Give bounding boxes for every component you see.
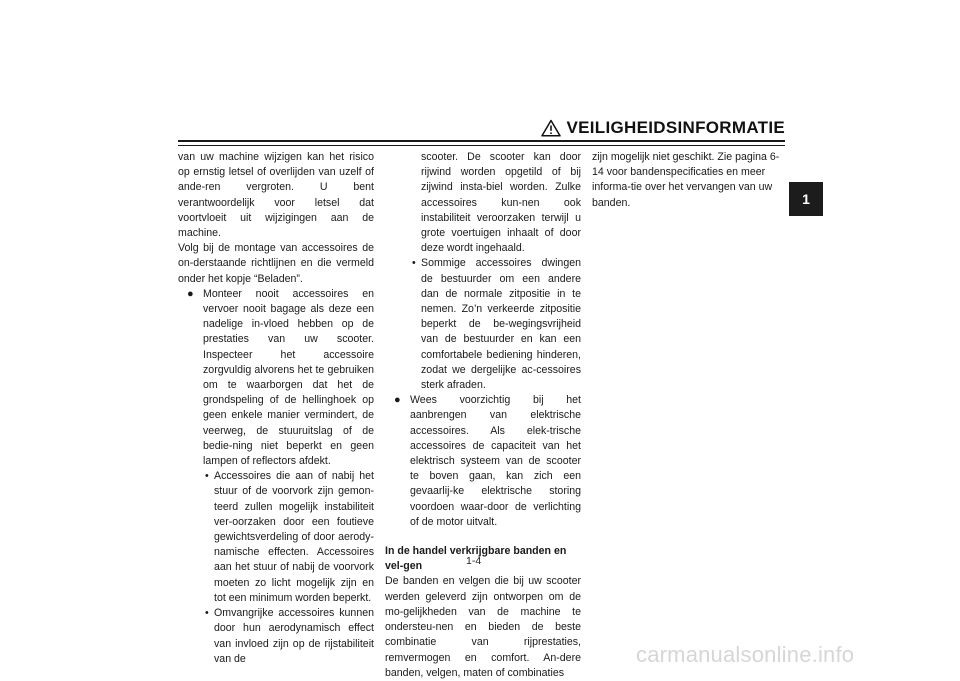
text-column-2 [385,150,581,681]
paragraph: van uw machine wijzigen kan het risico op ernstig letsel of overlijden van uzelf of ande-ren vergroten. U bent verantwoordelijk voor letsel dat voortvloeit uit wijzigingen aan de machine. [178,151,374,240]
header-rule-thin [178,145,785,146]
sub-bullet-item [385,256,581,393]
sub-bullet-text: Omvangrijke accessoires kunnen door hun aerodynamisch effect van invloed zijn op de rijstabiliteit van de [214,607,374,665]
bullet-text: Monteer nooit accessoires en vervoer nooit bagage als deze een nadelige in-vloed hebben op de prestaties van uw scooter. Inspecteer het accessoire zorgvuldig alvorens het te gebruiken om te waarborgen dat het de grondspeling of de hellinghoek op geen enkele manier vermindert, de veerweg, de stuuruitslag of de bedie-ning niet beperkt en geen lampen of reflectors afdekt. [203,287,374,468]
sub-bullet-marker: • [412,257,416,270]
bullet-item [385,393,581,530]
bullet-text: Wees voorzichtig bij het aanbrengen van elektrische accessoires. Als elek-trische accessoires de capaciteit van het elektrisch systeem van de scooter te boven gaan, kan zich een gevaarlij-ke elektrische storing voordoen waar-door de verlichting of de motor uitvalt. [410,394,581,528]
sub-bullet-item [178,606,374,667]
paragraph: Volg bij de montage van accessoires de on-derstaande richtlijnen en die vermeld onder het kopje “Beladen”. [178,242,374,285]
sub-bullet-continuation: scooter. De scooter kan door rijwind worden opgetild of bij zijwind insta-biel worden. Zulke accessoires kun-nen ook instabiliteit veroorzaken terwijl u grote voertuigen inhaalt of door deze wordt ingehaald. [421,151,581,255]
bullet-marker: ● [187,287,194,300]
sub-bullet-text: Accessoires die aan of nabij het stuur of de voorvork zijn gemon-teerd zullen mogelijk instabiliteit ver-oorzaken door een foutieve gewichtsverdeling of door aerody-namische effecten. Accessoires aan het stuur of nabij de voorvork moeten zo licht mogelijk zijn en tot een minimum worden beperkt. [214,470,374,604]
bullet-marker: ● [394,394,401,407]
sub-bullet-marker: • [205,470,209,483]
header-rule-thick [178,140,785,142]
chapter-tab: 1 [789,182,823,216]
subsection-heading: In de handel verkrijgbare banden en vel-gen [385,545,567,573]
sub-bullet-marker: • [205,607,209,620]
page-header [175,115,785,141]
paragraph: De banden en velgen die bij uw scooter werden geleverd zijn ontworpen om de mo-gelijkheden van de machine te ondersteu-nen en bieden de beste combinatie van rijprestaties, remvermogen en comfort. An-dere banden, velgen, maten of combinaties [385,575,581,679]
warning-triangle-icon [541,119,561,137]
text-column-3 [592,150,788,211]
watermark: carmanualsonline.info [636,642,855,667]
paragraph: zijn mogelijk niet geschikt. Zie pagina 6-14 voor bandenspecificaties en meer informa-tie over het vervangen van uw banden. [592,151,780,209]
section-title: VEILIGHEIDSINFORMATIE [566,118,785,137]
sub-bullet-item [178,469,374,606]
sub-bullet-text: Sommige accessoires dwingen de bestuurder om een andere dan de normale zitpositie in te nemen. Zo’n verkeerde zitpositie beperkt de be-wegingsvrijheid van de bestuurder en kan een comfortabele bediening hinderen, zodat we dergelijke ac-cessoires sterk afraden. [421,257,581,392]
text-column-1 [178,150,374,667]
bullet-item [178,287,374,469]
page-number: 1-4 [466,555,482,567]
